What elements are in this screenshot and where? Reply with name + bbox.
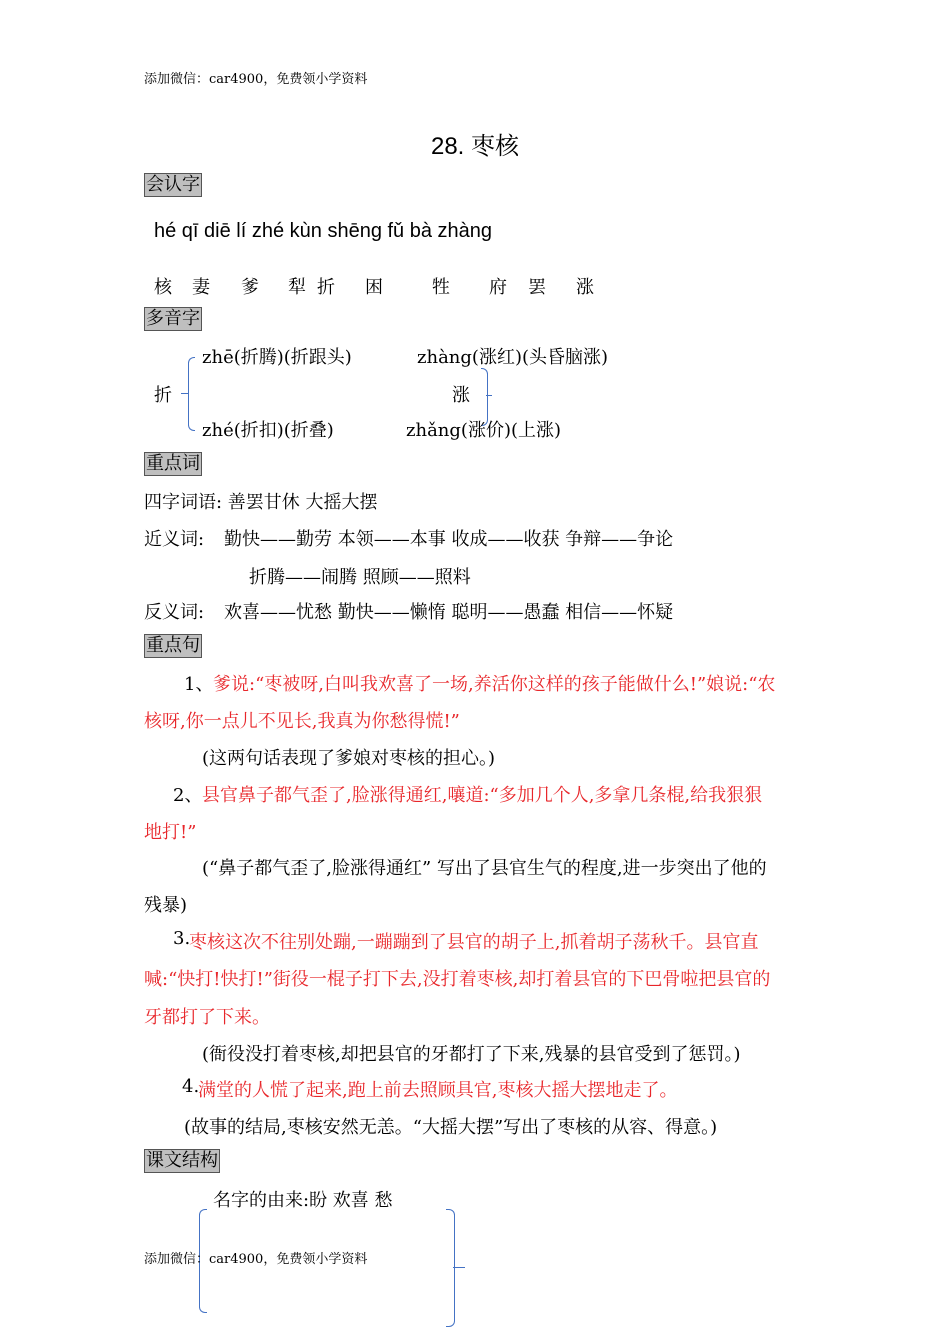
sentence-1-note: (这两句话表现了爹娘对枣核的担心。) bbox=[202, 748, 496, 769]
sentence-number: 2、 bbox=[173, 785, 203, 806]
recognize-char: 犁 bbox=[288, 277, 306, 298]
sentence-3-note: (衙役没打着枣核,却把县官的牙都打了下来,残暴的县官受到了惩罚。) bbox=[202, 1044, 741, 1065]
antonyms: 欢喜——忧愁 勤快——懒惰 聪明——愚蠢 相信——怀疑 bbox=[224, 602, 674, 623]
section-key-words-label: 重点词 bbox=[146, 453, 200, 474]
recognize-char: 牲 bbox=[432, 277, 450, 298]
polyphonic-char-zhang: 涨 bbox=[452, 385, 470, 406]
sentence-1-line2: 核呀,你一点儿不见长,我真为你愁得慌!” bbox=[144, 711, 460, 732]
sentence-number: 4. bbox=[182, 1076, 200, 1097]
section-recognize-label: 会认字 bbox=[146, 174, 200, 195]
sentence-2-line2: 地打!” bbox=[144, 822, 197, 843]
polyphonic-zhe-reading2: zhé(折扣)(折叠) bbox=[202, 420, 334, 441]
recognize-char: 罢 bbox=[528, 277, 546, 298]
polyphonic-zhe-reading1: zhē(折腾)(折跟头) bbox=[202, 347, 352, 368]
polyphonic-zhang-reading2: zhǎng(涨价)(上涨) bbox=[406, 420, 562, 441]
header-note: 添加微信：car4900，免费领小学资料 bbox=[144, 72, 368, 87]
sentence-4-line1: 满堂的人慌了起来,跑上前去照顾具官,枣核大摇大摆地走了。 bbox=[198, 1080, 678, 1101]
section-structure-label: 课文结构 bbox=[146, 1150, 218, 1171]
recognize-char: 折 bbox=[317, 277, 335, 298]
sentence-2-note-line2: 残暴) bbox=[144, 895, 188, 916]
four-char-words: 四字词语: 善罢甘休 大摇大摆 bbox=[144, 492, 378, 513]
section-key-sentences-label: 重点句 bbox=[146, 635, 200, 656]
brace-point-icon bbox=[453, 1267, 465, 1268]
recognize-char: 困 bbox=[365, 277, 383, 298]
recognize-char: 妻 bbox=[192, 277, 210, 298]
sentence-number: 1、 bbox=[184, 674, 214, 695]
brace-point-icon bbox=[181, 393, 189, 394]
antonyms-label: 反义词: bbox=[144, 602, 205, 623]
sentence-4-note: (故事的结局,枣核安然无恙。“大摇大摆”写出了枣核的从容、得意。) bbox=[184, 1117, 718, 1138]
sentence-number: 3. bbox=[173, 928, 191, 949]
sentence-3-line3: 牙都打了下来。 bbox=[144, 1007, 270, 1028]
brace-icon bbox=[188, 357, 195, 431]
section-polyphonic-label: 多音字 bbox=[146, 308, 200, 329]
recognize-char: 核 bbox=[154, 277, 172, 298]
footer-note: 添加微信：car4900，免费领小学资料 bbox=[144, 1252, 368, 1267]
recognize-char: 府 bbox=[489, 277, 507, 298]
synonyms-line1: 勤快——勤劳 本领——本事 收成——收获 争辩——争论 bbox=[224, 529, 674, 550]
sentence-2-note-line1: (“鼻子都气歪了,脸涨得通红” 写出了县官生气的程度,进一步突出了他的 bbox=[202, 858, 767, 879]
recognize-char: 涨 bbox=[576, 277, 594, 298]
sentence-3-line1: 枣核这次不往别处蹦,一蹦蹦到了县官的胡子上,抓着胡子荡秋千。县官直 bbox=[189, 932, 759, 953]
brace-point-icon bbox=[486, 395, 492, 396]
recognize-char: 爹 bbox=[241, 277, 259, 298]
structure-right-brace-icon bbox=[446, 1209, 455, 1327]
name-origin: 名字的由来:盼 欢喜 愁 bbox=[213, 1190, 393, 1211]
sentence-1-line1: 爹说:“枣被呀,白叫我欢喜了一场,养活你这样的孩子能做什么!”娘说:“农 bbox=[213, 674, 776, 695]
sentence-2-line1: 县官鼻子都气歪了,脸涨得通红,嚷道:“多加几个人,多拿几条棍,给我狠狠 bbox=[202, 785, 763, 806]
sentence-3-line2: 喊:“快打!快打!”街役一棍子打下去,没打着枣核,却打着县官的下巴骨啦把县官的 bbox=[144, 969, 771, 990]
page-title: 28. 枣核 bbox=[430, 133, 520, 160]
polyphonic-zhang-reading1: zhàng(涨红)(头昏脑涨) bbox=[417, 347, 609, 368]
synonyms-line2: 折腾——闹腾 照顾——照料 bbox=[249, 567, 471, 588]
synonyms-label: 近义词: bbox=[144, 529, 205, 550]
recognize-pinyin: hé qī diē lí zhé kùn shēng fǔ bà zhàng bbox=[154, 220, 493, 242]
polyphonic-char-zhe: 折 bbox=[154, 385, 172, 406]
